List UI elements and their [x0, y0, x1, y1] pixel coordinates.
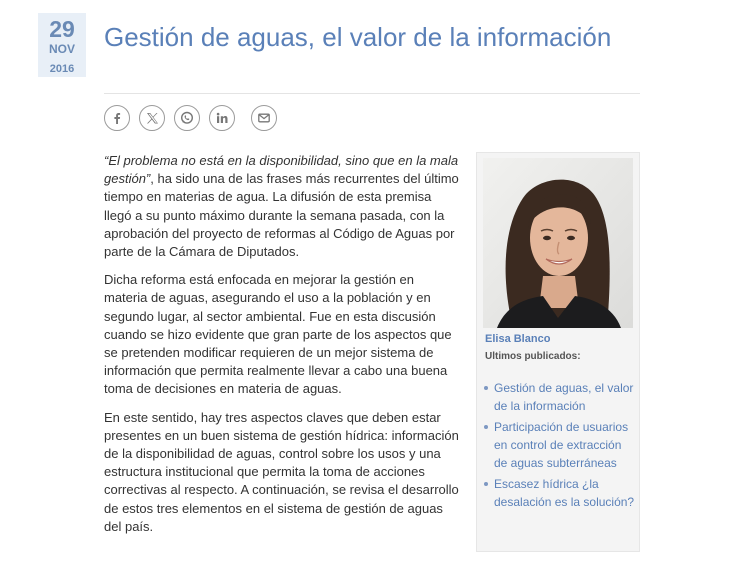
post-date — [38, 13, 86, 77]
recent-posts-list — [483, 379, 635, 514]
facebook-icon[interactable] — [104, 105, 130, 131]
linkedin-icon[interactable] — [209, 105, 235, 131]
article-paragraph-1 — [104, 152, 459, 261]
email-icon[interactable] — [251, 105, 277, 131]
recent-post-link[interactable]: Participación de usuarios en control de extracción de aguas subterráneas — [483, 418, 635, 472]
date-day: 29 — [49, 16, 75, 42]
recent-post-link[interactable]: Escasez hídrica ¿la desalación es la solución? — [483, 475, 635, 511]
article-title: Gestión de aguas, el valor de la información — [104, 22, 612, 52]
article-paragraph-2: Dicha reforma está enfocada en mejorar la gestión en materia de aguas, asegurando el uso a la población y en segundo lugar, al sector ambiental. Fue en esta discusión cuando se hizo evidente que gran parte de los aspectos que se pretenden modificar requieren de un mejor sistema de información que permita realmente llevar a cabo una buena toma de decisiones en materia de aguas. — [104, 272, 452, 397]
x-twitter-icon[interactable] — [139, 105, 165, 131]
author-name[interactable]: Elisa Blanco — [485, 333, 551, 345]
paragraph-1-rest: , ha sido una de las frases más recurrentes del último tiempo en materias de agua. La difusión de esta premisa llegó a su punto máximo durante la semana pasada, con la aprobación del proyecto de reformas al Código de Aguas por parte de la Cámara de Diputados. — [104, 171, 459, 260]
author-photo — [483, 158, 633, 328]
article-body — [104, 152, 459, 546]
article-paragraph-3: En este sentido, hay tres aspectos claves que deben estar presentes en un buen sistema de gestión hídrica: información de la disponibilidad de aguas, control sobre los usos y una estructura institucional que permita la toma de acciones correctivas al respecto. A continuación, se revisa el desarrollo de estos tres elementos en el sistema de gestión de aguas del país. — [104, 409, 459, 534]
author-sidebar — [476, 152, 640, 552]
recent-posts-label: Ultimos publicados: — [485, 351, 581, 362]
date-year: 2016 — [49, 63, 75, 75]
title-divider — [104, 93, 640, 94]
date-month: NOV — [48, 42, 75, 56]
quote: “El problema no está en la disponibilidad, sino que en la mala gestión” — [104, 153, 459, 187]
whatsapp-icon[interactable] — [174, 105, 200, 131]
recent-post-link[interactable]: Gestión de aguas, el valor de la información — [483, 379, 635, 415]
